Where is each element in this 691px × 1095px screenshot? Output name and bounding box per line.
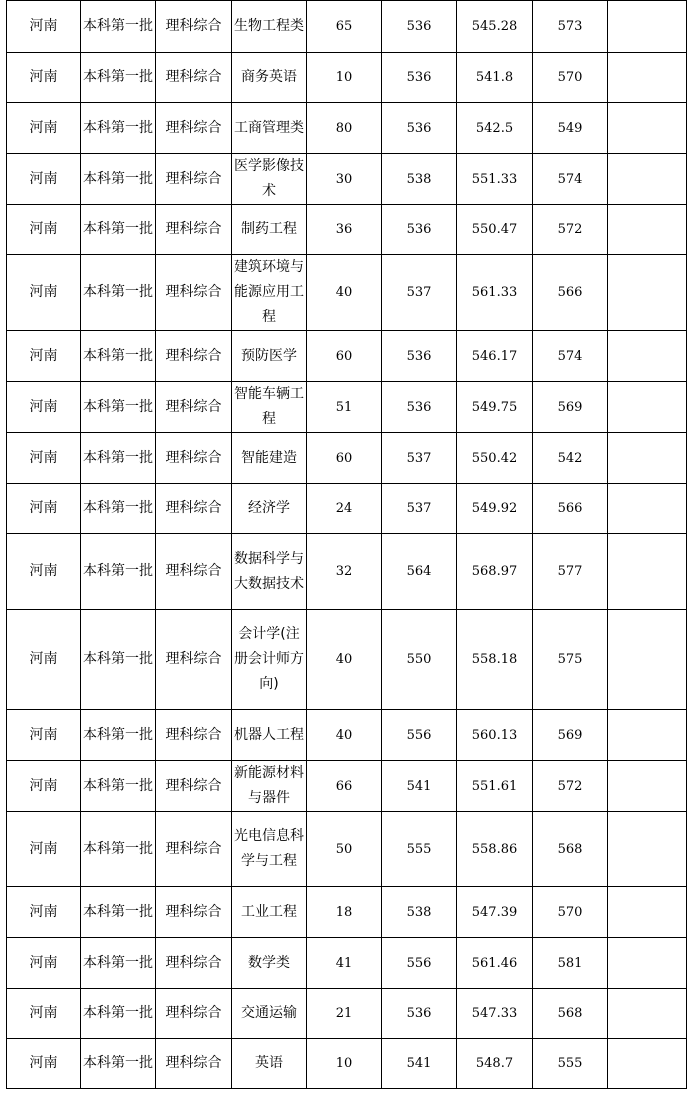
- cell-category: 理科综合: [156, 331, 232, 382]
- cell-major: 智能建造: [232, 433, 307, 484]
- cell-major: 新能源材料与器件: [232, 761, 307, 812]
- cell-max-score: 575: [533, 610, 608, 710]
- cell-major: 机器人工程: [232, 710, 307, 761]
- cell-control-line: 541: [382, 761, 457, 812]
- cell-max-score: 581: [533, 938, 608, 989]
- cell-avg-score: 541.8: [457, 53, 533, 103]
- cell-avg-score: 561.46: [457, 938, 533, 989]
- cell-max-score: 574: [533, 331, 608, 382]
- cell-batch: 本科第一批: [81, 484, 156, 534]
- cell-max-score: 568: [533, 812, 608, 887]
- cell-category: 理科综合: [156, 938, 232, 989]
- cell-max-score: 570: [533, 53, 608, 103]
- cell-batch: 本科第一批: [81, 255, 156, 331]
- cell-major: 工业工程: [232, 887, 307, 938]
- cell-avg-score: 545.28: [457, 1, 533, 53]
- cell-category: 理科综合: [156, 989, 232, 1039]
- cell-province: 河南: [7, 1039, 81, 1089]
- cell-province: 河南: [7, 484, 81, 534]
- cell-avg-score: 547.39: [457, 887, 533, 938]
- cell-max-score: 569: [533, 382, 608, 433]
- table-row: [7, 205, 687, 255]
- table-row: [7, 484, 687, 534]
- cell-plan: 66: [307, 761, 382, 812]
- cell-batch: 本科第一批: [81, 710, 156, 761]
- cell-category: 理科综合: [156, 1039, 232, 1089]
- cell-plan: 40: [307, 610, 382, 710]
- cell-category: 理科综合: [156, 610, 232, 710]
- cell-major: 光电信息科学与工程: [232, 812, 307, 887]
- cell-province: 河南: [7, 53, 81, 103]
- cell-avg-score: 550.47: [457, 205, 533, 255]
- cell-control-line: 541: [382, 1039, 457, 1089]
- table-row: [7, 812, 687, 887]
- table-row: [7, 1, 687, 53]
- cell-avg-score: 551.33: [457, 154, 533, 205]
- cell-major: 交通运输: [232, 989, 307, 1039]
- cell-avg-score: 561.33: [457, 255, 533, 331]
- cell-major: 生物工程类: [232, 1, 307, 53]
- cell-avg-score: 549.75: [457, 382, 533, 433]
- cell-category: 理科综合: [156, 484, 232, 534]
- cell-note: [608, 1039, 687, 1089]
- cell-max-score: 572: [533, 761, 608, 812]
- cell-plan: 60: [307, 331, 382, 382]
- cell-control-line: 538: [382, 887, 457, 938]
- cell-avg-score: 550.42: [457, 433, 533, 484]
- cell-max-score: 569: [533, 710, 608, 761]
- cell-avg-score: 548.7: [457, 1039, 533, 1089]
- cell-batch: 本科第一批: [81, 938, 156, 989]
- table-row: [7, 534, 687, 610]
- cell-max-score: 566: [533, 255, 608, 331]
- cell-province: 河南: [7, 433, 81, 484]
- cell-note: [608, 710, 687, 761]
- cell-avg-score: 568.97: [457, 534, 533, 610]
- cell-major: 数学类: [232, 938, 307, 989]
- cell-max-score: 568: [533, 989, 608, 1039]
- cell-control-line: 550: [382, 610, 457, 710]
- cell-note: [608, 255, 687, 331]
- cell-batch: 本科第一批: [81, 53, 156, 103]
- cell-category: 理科综合: [156, 382, 232, 433]
- cell-max-score: 577: [533, 534, 608, 610]
- table-row: [7, 103, 687, 154]
- cell-max-score: 572: [533, 205, 608, 255]
- cell-control-line: 564: [382, 534, 457, 610]
- cell-plan: 18: [307, 887, 382, 938]
- cell-avg-score: 551.61: [457, 761, 533, 812]
- table-row: [7, 989, 687, 1039]
- table-row: [7, 710, 687, 761]
- cell-plan: 24: [307, 484, 382, 534]
- cell-plan: 40: [307, 255, 382, 331]
- cell-note: [608, 433, 687, 484]
- cell-major: 英语: [232, 1039, 307, 1089]
- cell-category: 理科综合: [156, 154, 232, 205]
- admission-scores-table: [6, 0, 687, 1089]
- cell-note: [608, 534, 687, 610]
- cell-note: [608, 205, 687, 255]
- cell-batch: 本科第一批: [81, 1, 156, 53]
- cell-province: 河南: [7, 103, 81, 154]
- cell-batch: 本科第一批: [81, 154, 156, 205]
- table-row: [7, 761, 687, 812]
- cell-batch: 本科第一批: [81, 887, 156, 938]
- cell-plan: 65: [307, 1, 382, 53]
- cell-control-line: 537: [382, 484, 457, 534]
- cell-avg-score: 558.18: [457, 610, 533, 710]
- cell-plan: 60: [307, 433, 382, 484]
- cell-province: 河南: [7, 382, 81, 433]
- cell-major: 制药工程: [232, 205, 307, 255]
- cell-major: 商务英语: [232, 53, 307, 103]
- cell-max-score: 555: [533, 1039, 608, 1089]
- cell-province: 河南: [7, 610, 81, 710]
- cell-batch: 本科第一批: [81, 433, 156, 484]
- cell-plan: 10: [307, 1039, 382, 1089]
- cell-major: 智能车辆工程: [232, 382, 307, 433]
- cell-plan: 40: [307, 710, 382, 761]
- cell-note: [608, 989, 687, 1039]
- cell-control-line: 536: [382, 1, 457, 53]
- cell-control-line: 536: [382, 103, 457, 154]
- cell-plan: 50: [307, 812, 382, 887]
- cell-control-line: 538: [382, 154, 457, 205]
- cell-category: 理科综合: [156, 1, 232, 53]
- cell-category: 理科综合: [156, 812, 232, 887]
- table-row: [7, 887, 687, 938]
- cell-major: 预防医学: [232, 331, 307, 382]
- cell-plan: 32: [307, 534, 382, 610]
- cell-max-score: 570: [533, 887, 608, 938]
- cell-major: 工商管理类: [232, 103, 307, 154]
- cell-plan: 30: [307, 154, 382, 205]
- table-row: [7, 610, 687, 710]
- cell-category: 理科综合: [156, 205, 232, 255]
- cell-control-line: 556: [382, 938, 457, 989]
- cell-note: [608, 812, 687, 887]
- cell-major: 经济学: [232, 484, 307, 534]
- cell-avg-score: 560.13: [457, 710, 533, 761]
- cell-batch: 本科第一批: [81, 761, 156, 812]
- cell-province: 河南: [7, 205, 81, 255]
- cell-category: 理科综合: [156, 103, 232, 154]
- cell-plan: 21: [307, 989, 382, 1039]
- cell-avg-score: 542.5: [457, 103, 533, 154]
- cell-control-line: 555: [382, 812, 457, 887]
- cell-province: 河南: [7, 710, 81, 761]
- cell-note: [608, 887, 687, 938]
- cell-note: [608, 610, 687, 710]
- cell-control-line: 537: [382, 255, 457, 331]
- cell-note: [608, 382, 687, 433]
- cell-category: 理科综合: [156, 710, 232, 761]
- cell-note: [608, 1, 687, 53]
- cell-province: 河南: [7, 761, 81, 812]
- cell-plan: 51: [307, 382, 382, 433]
- cell-province: 河南: [7, 1, 81, 53]
- table-row: [7, 53, 687, 103]
- cell-major: 医学影像技术: [232, 154, 307, 205]
- table-row: [7, 938, 687, 989]
- cell-plan: 10: [307, 53, 382, 103]
- cell-avg-score: 546.17: [457, 331, 533, 382]
- cell-plan: 80: [307, 103, 382, 154]
- cell-batch: 本科第一批: [81, 205, 156, 255]
- cell-province: 河南: [7, 255, 81, 331]
- cell-note: [608, 154, 687, 205]
- cell-batch: 本科第一批: [81, 989, 156, 1039]
- cell-category: 理科综合: [156, 761, 232, 812]
- cell-province: 河南: [7, 534, 81, 610]
- cell-avg-score: 558.86: [457, 812, 533, 887]
- cell-category: 理科综合: [156, 53, 232, 103]
- cell-plan: 41: [307, 938, 382, 989]
- cell-province: 河南: [7, 331, 81, 382]
- cell-note: [608, 484, 687, 534]
- cell-note: [608, 331, 687, 382]
- cell-avg-score: 549.92: [457, 484, 533, 534]
- cell-control-line: 536: [382, 205, 457, 255]
- cell-batch: 本科第一批: [81, 103, 156, 154]
- cell-plan: 36: [307, 205, 382, 255]
- table-row: [7, 1039, 687, 1089]
- table-row: [7, 154, 687, 205]
- cell-batch: 本科第一批: [81, 812, 156, 887]
- table-row: [7, 382, 687, 433]
- cell-note: [608, 938, 687, 989]
- cell-batch: 本科第一批: [81, 1039, 156, 1089]
- table-body: [7, 1, 687, 1089]
- cell-control-line: 537: [382, 433, 457, 484]
- cell-avg-score: 547.33: [457, 989, 533, 1039]
- table-row: [7, 331, 687, 382]
- cell-note: [608, 103, 687, 154]
- cell-province: 河南: [7, 154, 81, 205]
- cell-province: 河南: [7, 887, 81, 938]
- cell-max-score: 574: [533, 154, 608, 205]
- cell-category: 理科综合: [156, 887, 232, 938]
- cell-batch: 本科第一批: [81, 331, 156, 382]
- cell-major: 会计学(注册会计师方向): [232, 610, 307, 710]
- cell-category: 理科综合: [156, 534, 232, 610]
- cell-control-line: 536: [382, 989, 457, 1039]
- cell-province: 河南: [7, 989, 81, 1039]
- cell-note: [608, 761, 687, 812]
- cell-province: 河南: [7, 938, 81, 989]
- table-row: [7, 433, 687, 484]
- cell-max-score: 542: [533, 433, 608, 484]
- cell-major: 数据科学与大数据技术: [232, 534, 307, 610]
- cell-control-line: 536: [382, 382, 457, 433]
- cell-control-line: 536: [382, 53, 457, 103]
- cell-max-score: 566: [533, 484, 608, 534]
- cell-province: 河南: [7, 812, 81, 887]
- cell-control-line: 536: [382, 331, 457, 382]
- cell-batch: 本科第一批: [81, 610, 156, 710]
- cell-control-line: 556: [382, 710, 457, 761]
- cell-max-score: 573: [533, 1, 608, 53]
- cell-category: 理科综合: [156, 433, 232, 484]
- table-row: [7, 255, 687, 331]
- cell-major: 建筑环境与能源应用工程: [232, 255, 307, 331]
- cell-batch: 本科第一批: [81, 534, 156, 610]
- cell-note: [608, 53, 687, 103]
- cell-max-score: 549: [533, 103, 608, 154]
- cell-batch: 本科第一批: [81, 382, 156, 433]
- cell-category: 理科综合: [156, 255, 232, 331]
